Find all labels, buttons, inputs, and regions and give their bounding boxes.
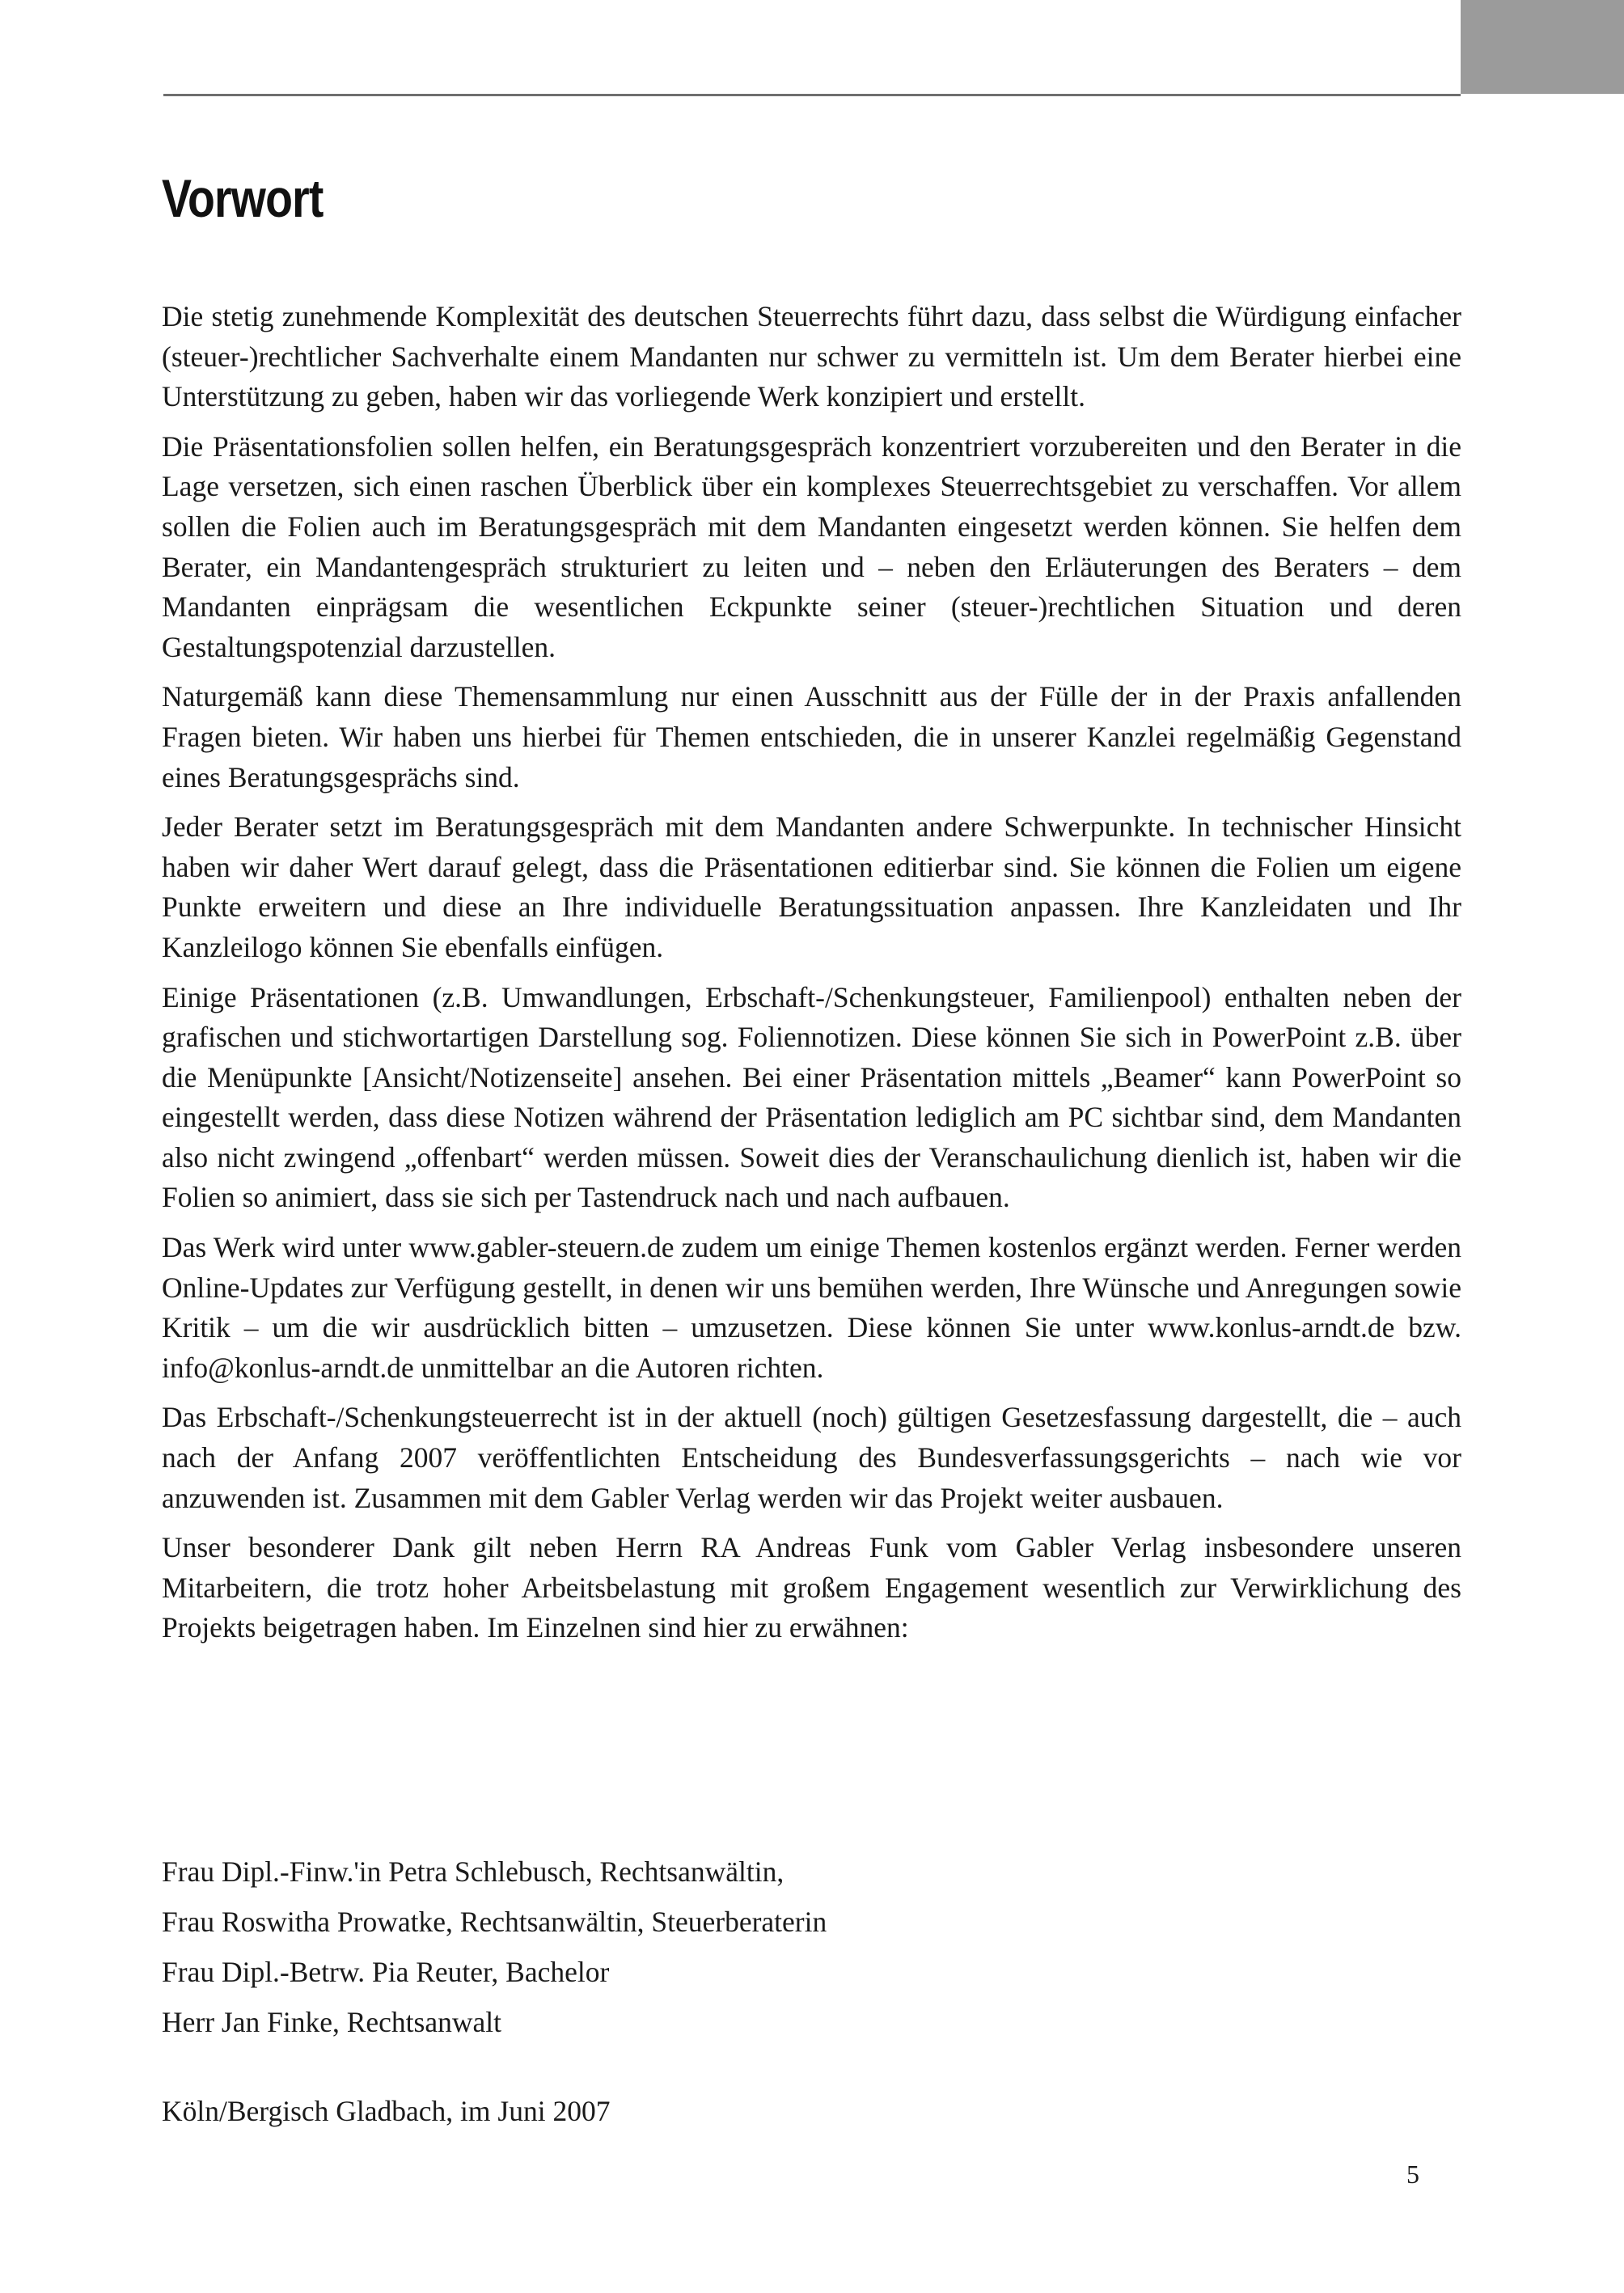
paragraph-1: Die stetig zunehmende Komplexität des deutschen Steuerrechts führt dazu, dass selbst die Würdigung einfacher (steuer-)rechtlicher Sachverhalte einem Mandanten nur schwer zu vermitteln ist. Um dem Berater hierbei eine Unterstützung zu geben, haben wir das vorliegende Werk konzipiert und erstellt. <box>162 300 1461 413</box>
page-number: 5 <box>1406 2160 1419 2189</box>
staff-name: Frau Roswitha Prowatke, Rechtsanwältin, Steuerberaterin <box>162 1906 827 1938</box>
paragraph-6: Das Werk wird unter www.gabler-steuern.de zudem um einige Themen kostenlos ergänzt werden. Ferner werden Online-Updates zur Verfügung gestellt, in denen wir uns bemühen werden, Ihre Wünsche und Anregungen sowie Kritik – um die wir ausdrücklich bitten – umzusetzen. Diese können Sie unter www.konlus-arndt.de bzw. info@konlus-arndt.de unmittelbar an die Autoren richten. <box>162 1231 1461 1384</box>
paragraph-4: Jeder Berater setzt im Beratungsgespräch mit dem Mandanten andere Schwerpunkte. In technischer Hinsicht haben wir daher Wert darauf gelegt, dass die Präsentationen editierbar sind. Sie können die Folien um eigene Punkte erweitern und diese an Ihre individuelle Beratungssituation anpassen. Ihre Kanzleidaten und Ihr Kanzleilogo können Sie ebenfalls einfügen. <box>162 810 1461 963</box>
place-date: Köln/Bergisch Gladbach, im Juni 2007 <box>162 2095 611 2127</box>
paragraph-8: Unser besonderer Dank gilt neben Herrn RA Andreas Funk vom Gabler Verlag insbesondere unseren Mitarbeitern, die trotz hoher Arbeitsbelastung mit großem Engagement wesentlich zur Verwirklichung des Projekts beigetragen haben. Im Einzelnen sind hier zu erwähnen: <box>162 1531 1461 1644</box>
body-text <box>162 297 1461 1658</box>
header-rule <box>163 94 1461 96</box>
corner-tab-marker <box>1461 0 1624 94</box>
page-title: Vorwort <box>162 168 324 228</box>
paragraph-2: Die Präsentationsfolien sollen helfen, ein Beratungsgespräch konzentriert vorzubereiten und den Berater in die Lage versetzen, sich einen raschen Überblick über ein komplexes Steuerrechtsgebiet zu verschaffen. Vor allem sollen die Folien auch im Beratungsgespräch mit dem Mandanten eingesetzt werden können. Sie helfen dem Berater, ein Mandantengespräch strukturiert zu leiten und – neben den Erläuterungen des Beraters – dem Mandanten einprägsam die wesentlichen Eckpunkte seiner (steuer-)rechtlichen Situation und deren Gestaltungspotenzial darzustellen. <box>162 429 1461 663</box>
paragraph-5: Einige Präsentationen (z.B. Umwandlungen, Erbschaft-/Schenkungsteuer, Familienpool) enthalten neben der grafischen und stichwortartigen Darstellung sog. Foliennotizen. Diese können Sie sich in PowerPoint z.B. über die Menüpunkte [Ansicht/Notizenseite] ansehen. Bei einer Präsentation mittels „Beamer“ kann PowerPoint so eingestellt werden, dass diese Notizen während der Präsentation lediglich am PC sichtbar sind, dem Mandanten also nicht zwingend „offenbart“ werden müssen. Soweit dies der Veranschaulichung dienlich ist, haben wir die Folien so animiert, dass sie sich per Tastendruck nach und nach aufbauen. <box>162 980 1461 1214</box>
staff-name: Herr Jan Finke, Rechtsanwalt <box>162 2006 501 2038</box>
paragraph-3: Naturgemäß kann diese Themensammlung nur einen Ausschnitt aus der Fülle der in der Praxis anfallenden Fragen bieten. Wir haben uns hierbei für Themen entschieden, die in unserer Kanzlei regelmäßig Gegenstand eines Beratungsgesprächs sind. <box>162 680 1461 793</box>
staff-list <box>162 1851 1456 2052</box>
staff-name: Frau Dipl.-Betrw. Pia Reuter, Bachelor <box>162 1956 610 1988</box>
paragraph-7: Das Erbschaft-/Schenkungsteuerrecht ist in der aktuell (noch) gültigen Gesetzesfassung dargestellt, die – auch nach der Anfang 2007 veröffentlichten Entscheidung des Bundesverfassungsgerichts – nach wie vor anzuwenden ist. Zusammen mit dem Gabler Verlag werden wir das Projekt weiter ausbauen. <box>162 1401 1461 1514</box>
staff-name: Frau Dipl.-Finw.'in Petra Schlebusch, Rechtsanwältin, <box>162 1855 785 1888</box>
